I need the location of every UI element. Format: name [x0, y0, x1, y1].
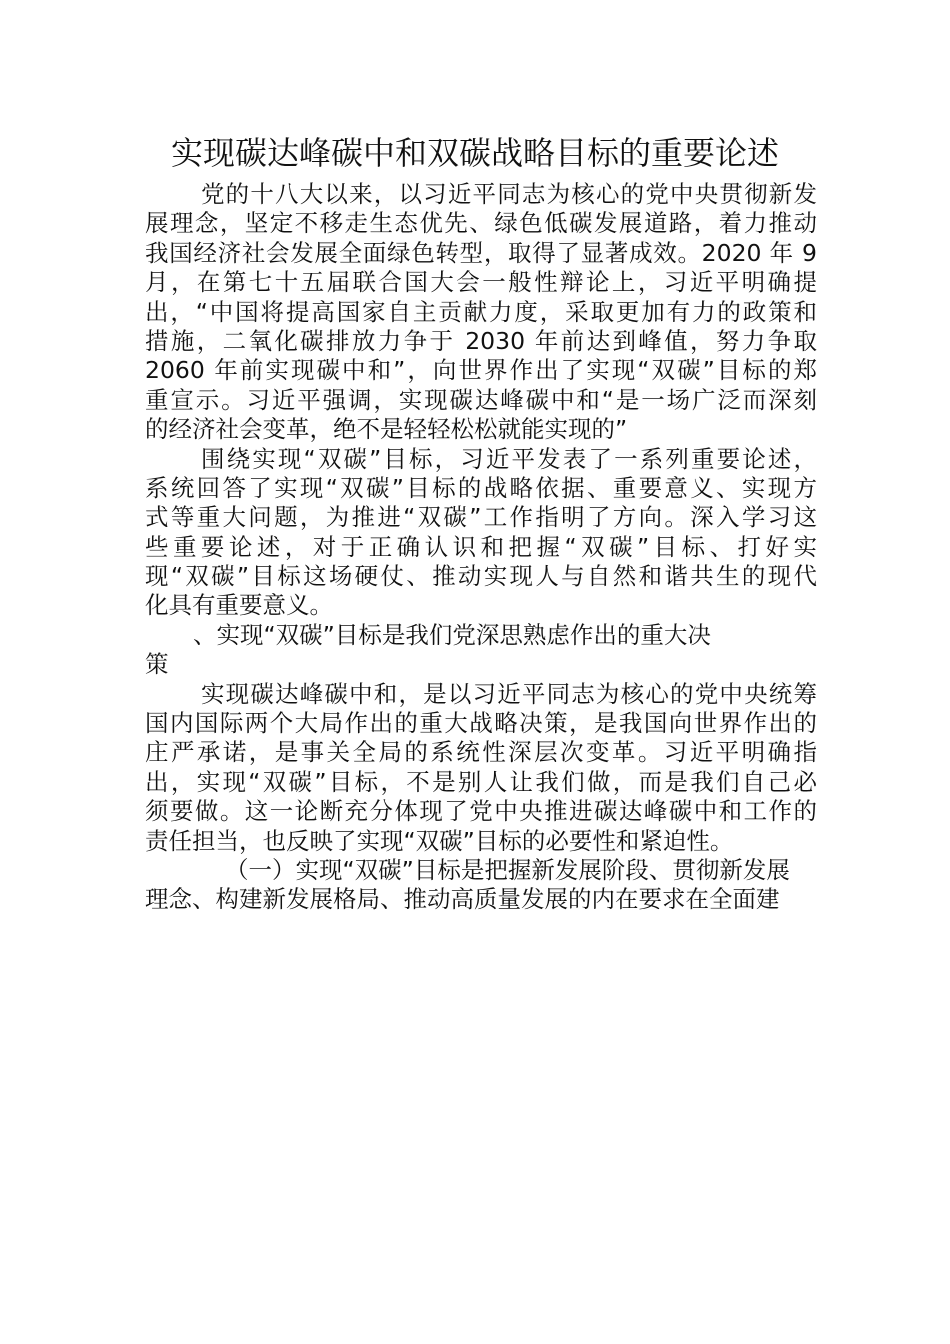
text-line: 措施，二氧化碳排放力争于 2030 年前达到峰值，努力争取	[145, 326, 817, 355]
paragraph-overview	[145, 445, 817, 621]
text-line: 责任担当，也反映了实现“双碳”目标的必要性和紧迫性。	[145, 826, 734, 855]
text-line: 我国经济社会发展全面绿色转型，取得了显著成效。2020 年 9	[145, 238, 817, 267]
text-line: 国内国际两个大局作出的重大战略决策，是我国向世界作出的	[145, 709, 817, 738]
document-body	[145, 180, 817, 915]
text-line: 庄严承诺，是事关全局的系统性深层次变革。习近平明确指	[145, 738, 817, 767]
text-line: 式等重大问题，为推进“双碳”工作指明了方向。深入学习这	[145, 503, 817, 532]
section-heading	[145, 621, 817, 680]
text-line: 的经济社会变革，绝不是轻轻松松就能实现的”	[145, 415, 628, 444]
heading-line: 、实现“双碳”目标是我们党深思熟虑作出的重大决	[193, 620, 711, 649]
text-line: 重宣示。习近平强调，实现碳达峰碳中和“是一场广泛而深刻	[145, 385, 817, 414]
paragraph-decision	[145, 680, 817, 856]
text-line: 须要做。这一论断充分体现了党中央推进碳达峰碳中和工作的	[145, 797, 817, 826]
paragraph-intro	[145, 180, 817, 445]
text-line: 月，在第七十五届联合国大会一般性辩论上，习近平明确提	[145, 268, 817, 297]
subheading-line: （一）实现“双碳”目标是把握新发展阶段、贯彻新发展	[225, 855, 790, 884]
text-line: 出，“中国将提高国家自主贡献力度，采取更加有力的政策和	[145, 297, 817, 326]
heading-line: 策	[145, 650, 169, 679]
text-line: 围绕实现“双碳”目标，习近平发表了一系列重要论述，	[201, 444, 817, 473]
subsection-heading	[145, 856, 817, 915]
text-line: 2060 年前实现碳中和”，向世界作出了实现“双碳”目标的郑	[145, 356, 817, 385]
subheading-line: 理念、构建新发展格局、推动高质量发展的内在要求在全面建	[145, 885, 780, 914]
text-line: 现“双碳”目标这场硬仗、推动实现人与自然和谐共生的现代	[145, 562, 817, 591]
text-line: 化具有重要意义。	[145, 591, 333, 620]
document-title: 实现碳达峰碳中和双碳战略目标的重要论述	[170, 134, 779, 172]
text-line: 系统回答了实现“双碳”目标的战略依据、重要意义、实现方	[145, 473, 817, 502]
text-line: 展理念，坚定不移走生态优先、绿色低碳发展道路，着力推动	[145, 209, 817, 238]
text-line: 出，实现“双碳”目标，不是别人让我们做，而是我们自己必	[145, 767, 817, 796]
text-line: 党的十八大以来，以习近平同志为核心的党中央贯彻新发	[201, 180, 817, 208]
text-line: 实现碳达峰碳中和，是以习近平同志为核心的党中央统筹	[201, 679, 817, 708]
text-line: 些重要论述，对于正确认识和把握“双碳”目标、打好实	[145, 532, 817, 561]
